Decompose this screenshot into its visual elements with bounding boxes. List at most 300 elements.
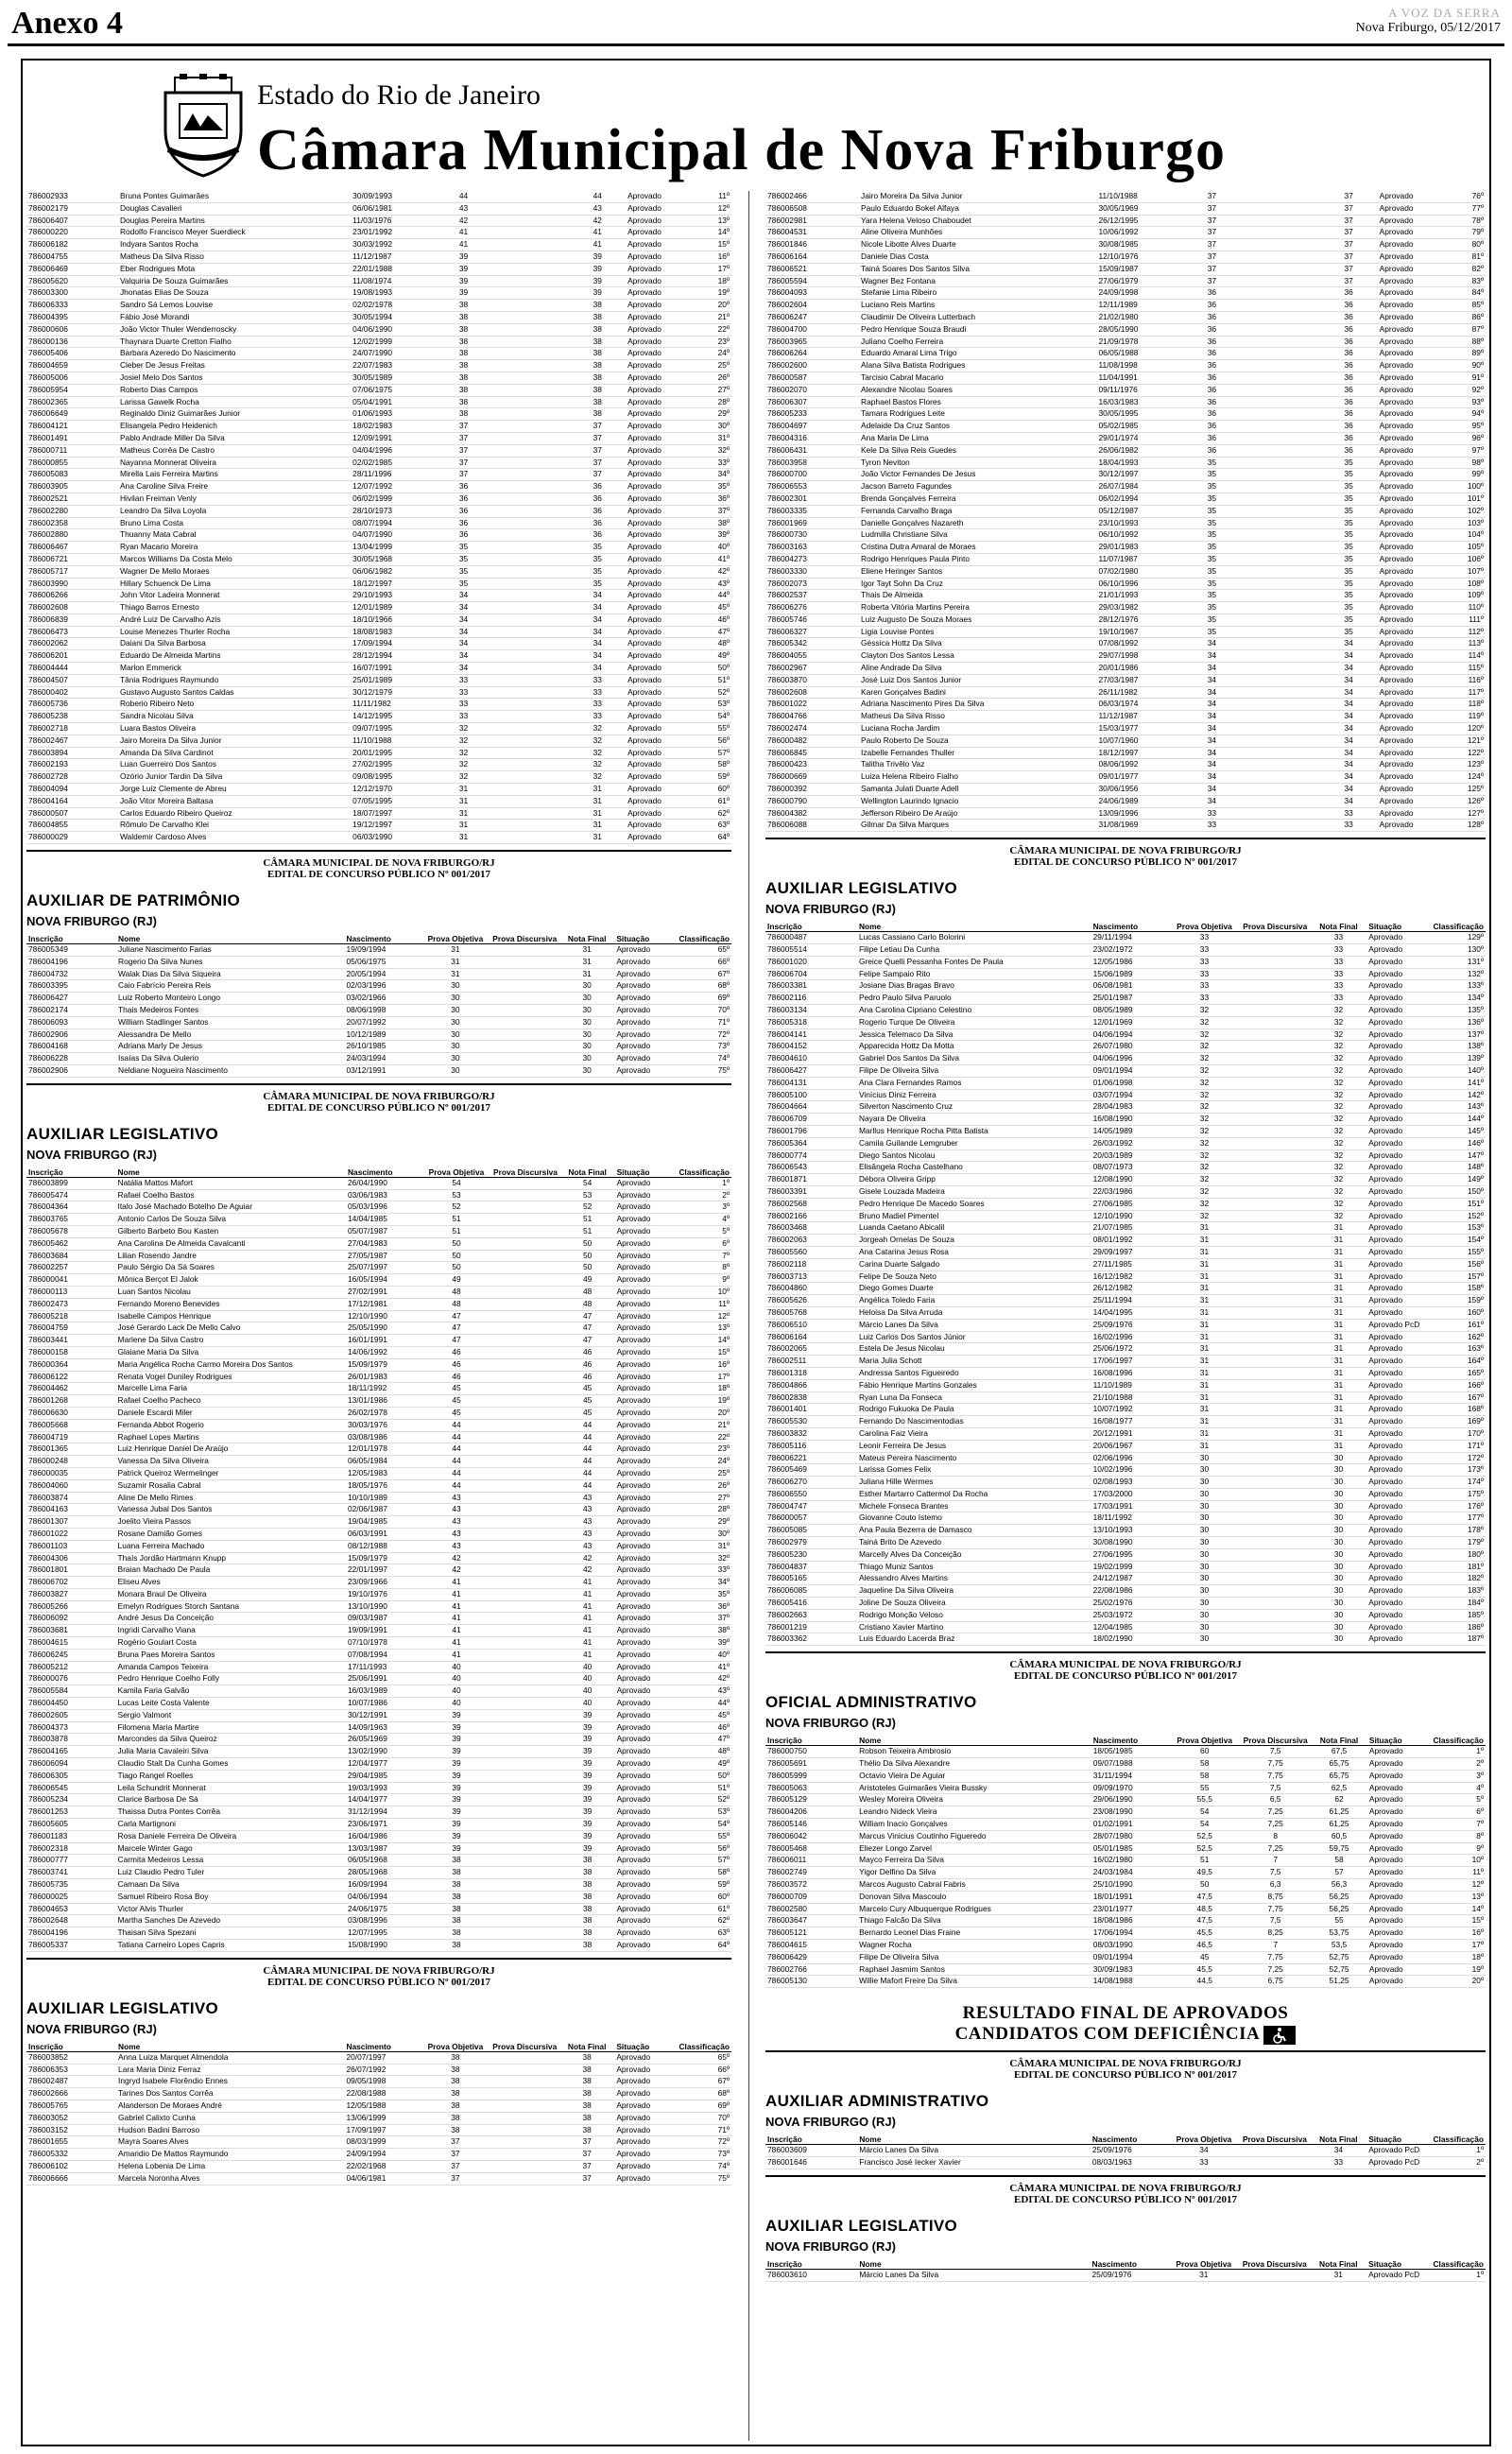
table-cell: 26/12/1995 — [1097, 215, 1177, 227]
table-row — [26, 275, 731, 287]
table-cell: 34 — [1176, 686, 1247, 699]
table-cell: Aprovado — [1378, 396, 1443, 408]
table-cell: 06/02/1999 — [351, 493, 428, 505]
table-cell: 786005416 — [765, 1598, 857, 1610]
table-cell: 23/01/1977 — [1091, 1903, 1170, 1915]
table-cell: Ludmilla Christiane Silva — [859, 529, 1096, 542]
table-cell: Juliane Nascimento Farias — [116, 944, 344, 957]
table-cell: Aprovado — [614, 1005, 677, 1017]
table-cell: Wellington Laurindo Ignacio — [859, 795, 1096, 807]
table-row — [765, 1343, 1486, 1356]
table-cell: Aprovado — [615, 1407, 678, 1419]
table-cell: 786004615 — [765, 1940, 857, 1952]
table-cell: 786003832 — [765, 1427, 857, 1440]
table-cell: Aprovado — [1366, 1633, 1431, 1646]
table-cell: 43 — [428, 202, 499, 215]
table-cell: 34º — [689, 469, 731, 481]
table-cell: 50 — [560, 1237, 615, 1250]
table-cell: 786004395 — [26, 311, 118, 323]
table-cell: 41 — [422, 1600, 491, 1613]
table-cell: Julia Maria Cavaleiri Silva — [116, 1746, 346, 1758]
table-cell: 28/07/1980 — [1091, 1830, 1170, 1842]
table-row — [26, 1721, 731, 1734]
table-cell: 35 — [1176, 493, 1247, 505]
table-cell: Alessandra De Mello — [116, 1028, 344, 1041]
column-header: Prova Objetiva — [421, 2042, 490, 2052]
table-row — [765, 1548, 1486, 1561]
table-cell: Waldemir Cardoso Alves — [118, 832, 351, 844]
table-cell — [499, 396, 570, 408]
table-cell: 34 — [1176, 699, 1247, 711]
table-cell: 7 — [1240, 1855, 1311, 1867]
table-cell: Aprovado — [1366, 1548, 1431, 1561]
table-cell: Aprovado — [626, 432, 689, 444]
table-cell — [490, 2160, 560, 2172]
table-cell: 57 — [1311, 1867, 1367, 1879]
table-cell: Vanessa Da Silva Oliveira — [116, 1456, 346, 1468]
table-cell: 56,3 — [1311, 1879, 1367, 1892]
table-cell — [490, 944, 560, 957]
table-cell: Matheus Corrêa De Castro — [118, 444, 351, 457]
table-cell: Aprovado — [1378, 723, 1443, 735]
table-cell: 35 — [1176, 481, 1247, 493]
table-cell: 786005999 — [765, 1770, 857, 1782]
table-row — [26, 1383, 731, 1395]
column-header: Nota Final — [559, 934, 614, 944]
table-row — [26, 1673, 731, 1685]
table-row — [26, 980, 731, 993]
table-cell: Aprovado — [1367, 1963, 1432, 1976]
table-cell: 786003965 — [765, 336, 859, 348]
table-cell — [1248, 287, 1320, 300]
table-cell: 35 — [1320, 614, 1378, 626]
table-cell: 786006164 — [765, 251, 859, 263]
table-row — [765, 493, 1486, 505]
table-row — [765, 565, 1486, 578]
table-cell: Marcela Noronha Alves — [116, 2172, 344, 2185]
table-cell: 38 — [421, 2076, 490, 2088]
table-cell: Marcus Vinicius Coutinho Figueredo — [857, 1830, 1091, 1842]
table-cell: 17º — [689, 263, 731, 275]
table-cell: 31 — [428, 784, 499, 796]
table-cell: 786005735 — [26, 1879, 116, 1892]
table-cell: William Stadlinger Santos — [116, 1016, 344, 1028]
table-cell: Thiago Muniz Santos — [857, 1561, 1091, 1573]
table-cell: Kamila Faria Galvão — [116, 1685, 346, 1698]
table-cell: 16/02/1980 — [1091, 1855, 1170, 1867]
table-row — [26, 1709, 731, 1721]
table-cell — [490, 1492, 559, 1504]
table-row — [26, 215, 731, 227]
table-cell: 786004196 — [26, 956, 116, 968]
table-cell — [490, 1005, 560, 1017]
table-cell — [490, 1431, 559, 1443]
table-cell: Aprovado — [1366, 1537, 1431, 1549]
table-cell — [1248, 553, 1320, 565]
table-cell — [1240, 1512, 1311, 1525]
table-row — [765, 1028, 1486, 1041]
table-cell: 58º — [689, 759, 731, 771]
table-cell: Aprovado — [615, 1855, 678, 1867]
table-cell: Luan Santos Nicolau — [116, 1286, 346, 1298]
table-cell: 786002118 — [765, 1258, 857, 1270]
table-cell: 39 — [560, 1746, 615, 1758]
table-cell — [499, 215, 570, 227]
table-cell: Carlos Eduardo Ribeiro Queiroz — [118, 807, 351, 820]
table-cell: Aprovado — [626, 300, 689, 312]
table-cell — [1240, 1548, 1311, 1561]
table-cell: 17/09/1994 — [351, 638, 428, 650]
table-cell: Aprovado — [615, 1746, 678, 1758]
table-cell: 51º — [677, 1782, 731, 1794]
table-cell: 09/11/1976 — [1097, 384, 1177, 396]
table-cell: 52,75 — [1311, 1951, 1367, 1963]
table-cell: Aprovado — [1366, 1452, 1431, 1464]
table-cell: 32 — [1311, 1101, 1366, 1114]
table-cell: 786006201 — [26, 650, 118, 663]
table-cell: 786004766 — [765, 711, 859, 723]
table-cell: 9º — [677, 1274, 731, 1287]
table-row — [765, 1794, 1486, 1806]
section-title: OFICIAL ADMINISTRATIVO — [765, 1693, 977, 1712]
table-cell: 31 — [1169, 1295, 1240, 1307]
table-cell: 786002608 — [765, 686, 859, 699]
table-cell: 36 — [569, 493, 626, 505]
table-cell: Cleber De Jesus Freitas — [118, 360, 351, 372]
table-cell: 37 — [1176, 239, 1247, 251]
table-cell: 17/12/1981 — [346, 1298, 422, 1310]
table-cell: 37 — [1176, 215, 1247, 227]
results-table — [765, 922, 1486, 1646]
table-cell: 21/10/1988 — [1091, 1391, 1170, 1404]
table-cell: Leandro Da Silva Loyola — [118, 505, 351, 517]
table-cell: 13/01/1986 — [346, 1395, 422, 1408]
table-cell: 45 — [1169, 1951, 1240, 1963]
table-cell: 50 — [422, 1250, 491, 1262]
table-cell: 26/04/1990 — [346, 1177, 422, 1189]
table-cell: Eduardo De Almeida Martins — [118, 650, 351, 663]
table-cell — [1248, 626, 1320, 638]
table-cell: Antonio Carlos De Souza Silva — [116, 1214, 346, 1226]
table-cell: 23/09/1966 — [346, 1577, 422, 1589]
table-cell: 786003852 — [26, 2051, 116, 2064]
table-cell: 15/09/1987 — [1097, 263, 1177, 275]
table-header-row — [26, 1167, 731, 1178]
table-cell: 39º — [677, 1637, 731, 1650]
table-cell — [499, 771, 570, 784]
table-cell: 786006093 — [26, 1016, 116, 1028]
table-cell: 33 — [1176, 820, 1247, 832]
table-cell: 02/02/1978 — [351, 300, 428, 312]
table-cell: 31 — [1169, 1440, 1240, 1452]
table-cell: 24/06/1989 — [1097, 795, 1177, 807]
table-cell: 786006508 — [765, 202, 859, 215]
table-cell: 126º — [1442, 795, 1486, 807]
table-cell: Aprovado — [615, 1661, 678, 1673]
table-row — [26, 699, 731, 711]
table-cell: 34 — [1320, 663, 1378, 675]
table-cell: 03/06/1983 — [346, 1189, 422, 1201]
table-cell: 49 — [422, 1274, 491, 1287]
table-cell: 30 — [421, 1005, 490, 1017]
table-cell: 786006839 — [26, 614, 118, 626]
table-cell: 44 — [560, 1419, 615, 1431]
table-cell: 34 — [1176, 759, 1247, 771]
table-cell: 786004860 — [765, 1283, 857, 1295]
table-cell — [499, 820, 570, 832]
table-cell: 28/04/1983 — [1091, 1101, 1170, 1114]
table-cell: 52º — [689, 686, 731, 699]
table-row — [765, 944, 1486, 957]
table-cell: 25/07/1997 — [346, 1262, 422, 1274]
table-cell: Wagner De Mello Moraes — [118, 565, 351, 578]
table-row — [26, 1903, 731, 1915]
table-cell: 41 — [560, 1577, 615, 1589]
table-cell: 34 — [1176, 795, 1247, 807]
table-cell: 786006630 — [26, 1407, 116, 1419]
table-cell: 112º — [1442, 626, 1486, 638]
table-cell: Amaridio De Mattos Raymundo — [116, 2149, 344, 2161]
table-cell: 786003741 — [26, 1867, 116, 1879]
table-cell: 12º — [677, 1310, 731, 1322]
table-cell: 37 — [1176, 263, 1247, 275]
table-cell: 38 — [422, 1855, 491, 1867]
table-cell: 152º — [1431, 1210, 1486, 1222]
table-cell: Clayton Dos Santos Lessa — [859, 650, 1096, 663]
table-cell: Adelaide Da Cruz Santos — [859, 421, 1096, 433]
table-row — [765, 227, 1486, 239]
table-row — [26, 1395, 731, 1408]
table-cell: Aprovado — [614, 1053, 677, 1065]
section-title: AUXILIAR LEGISLATIVO — [765, 2216, 958, 2235]
table-cell: 6,75 — [1240, 1976, 1311, 1988]
table-row — [765, 311, 1486, 323]
table-cell: 33 — [428, 711, 499, 723]
table-cell: 31 — [1311, 1295, 1366, 1307]
table-cell: 35 — [428, 578, 499, 590]
table-cell: 12/07/1992 — [351, 481, 428, 493]
table-cell: 36 — [428, 493, 499, 505]
table-cell: 51 — [560, 1214, 615, 1226]
table-cell: 6,3 — [1240, 1879, 1311, 1892]
table-cell: Aprovado — [626, 686, 689, 699]
table-cell: Indyara Santos Rocha — [118, 239, 351, 251]
table-cell: 786002065 — [765, 1343, 857, 1356]
table-cell: 54 — [1169, 1819, 1240, 1831]
column-header: Prova Objetiva — [421, 934, 490, 944]
table-cell: 38 — [569, 311, 626, 323]
table-cell: 154º — [1431, 1235, 1486, 1247]
table-cell: 786002474 — [765, 723, 859, 735]
table-cell: 786000669 — [765, 771, 859, 784]
table-cell: Aprovado — [615, 1214, 678, 1226]
table-row — [765, 1065, 1486, 1078]
table-cell: Luiz Henrique Daniel De Araújo — [116, 1443, 346, 1456]
table-cell: Aprovado — [1378, 663, 1443, 675]
table-row — [26, 1504, 731, 1516]
table-cell — [1248, 674, 1320, 686]
table-row — [765, 239, 1486, 251]
table-cell: 786005406 — [26, 348, 118, 360]
table-cell — [1240, 956, 1311, 968]
table-cell: 46 — [422, 1346, 491, 1358]
table-cell: 16/08/1996 — [1091, 1367, 1170, 1379]
table-cell — [490, 1237, 559, 1250]
table-cell — [1240, 1609, 1311, 1621]
table-row — [26, 1456, 731, 1468]
table-cell: Aprovado — [1378, 191, 1443, 202]
table-row — [26, 1855, 731, 1867]
table-cell: Aprovado — [615, 1577, 678, 1589]
table-cell: 25/09/1976 — [1091, 2145, 1169, 2157]
table-cell: 6º — [1431, 1806, 1486, 1819]
table-cell: 32 — [1169, 1065, 1240, 1078]
table-cell: 36 — [569, 517, 626, 529]
table-cell: 786002906 — [26, 1028, 116, 1041]
table-cell: 786006469 — [26, 263, 118, 275]
table-cell: 06/02/1994 — [1097, 493, 1177, 505]
table-cell: 786005468 — [765, 1842, 857, 1855]
table-cell: 38 — [569, 372, 626, 384]
table-cell: 24/07/1990 — [351, 348, 428, 360]
table-cell: 12/01/1989 — [351, 602, 428, 614]
table-cell: Débora Oliveira Gripp — [857, 1174, 1091, 1186]
section-legislativo-cont-1 — [26, 191, 731, 844]
table-cell: 786002473 — [26, 1298, 116, 1310]
table-cell: 38 — [559, 2112, 614, 2124]
table-cell: 786001268 — [26, 1395, 116, 1408]
table-cell: Mayra Soares Alves — [116, 2136, 344, 2149]
table-cell: 59,75 — [1311, 1842, 1367, 1855]
table-cell: 39 — [560, 1819, 615, 1831]
table-cell: 786005765 — [26, 2100, 116, 2112]
table-cell: 33 — [1169, 944, 1240, 957]
table-row — [26, 1879, 731, 1892]
table-cell: 29/06/1990 — [1091, 1794, 1170, 1806]
table-cell: Aprovado — [615, 1927, 678, 1940]
table-row — [765, 1270, 1486, 1283]
table-cell: 30 — [1311, 1621, 1366, 1633]
table-cell: 786004316 — [765, 432, 859, 444]
table-cell: Aprovado — [1378, 336, 1443, 348]
table-cell — [1248, 432, 1320, 444]
table-cell: Ingryd Isabele Florêndio Ennes — [116, 2076, 344, 2088]
table-cell: 50 — [1169, 1879, 1240, 1892]
table-cell: 786006427 — [765, 1065, 857, 1078]
table-cell: 137º — [1431, 1028, 1486, 1041]
results-table — [26, 191, 731, 844]
table-cell: 39 — [560, 1721, 615, 1734]
table-cell: 38 — [560, 1915, 615, 1927]
table-cell: 37 — [1176, 251, 1247, 263]
table-cell — [1239, 2156, 1310, 2169]
table-cell: Hudson Badini Barroso — [116, 2124, 344, 2136]
table-cell: Tamara Rodrigues Leite — [859, 408, 1096, 421]
table-cell: 786006721 — [26, 553, 118, 565]
table-cell: Carina Duarte Salgado — [857, 1258, 1091, 1270]
table-cell: José Gerardo Lack De Mello Calvo — [116, 1322, 346, 1335]
table-cell: 786005121 — [765, 1927, 857, 1940]
table-row — [765, 2145, 1486, 2157]
table-row — [765, 1174, 1486, 1186]
table-cell: 44 — [422, 1431, 491, 1443]
table-row — [26, 1842, 731, 1855]
table-cell: 26/05/1969 — [346, 1734, 422, 1746]
table-cell: 59º — [689, 771, 731, 784]
table-cell: 36 — [1320, 396, 1378, 408]
table-cell: Aprovado — [626, 457, 689, 469]
table-cell: Ingridi Carvalho Viana — [116, 1625, 346, 1637]
table-row — [26, 1346, 731, 1358]
table-cell: 28/10/1973 — [351, 505, 428, 517]
table-cell: 34 — [1176, 723, 1247, 735]
table-cell: Angélica Toledo Faria — [857, 1295, 1091, 1307]
table-cell: 786006427 — [26, 993, 116, 1005]
table-cell: 11/08/1974 — [351, 275, 428, 287]
column-header: Classificação — [677, 934, 731, 944]
table-cell: 32 — [1311, 1125, 1366, 1137]
table-cell: 30 — [1169, 1633, 1240, 1646]
table-cell: 41 — [560, 1649, 615, 1661]
table-row — [765, 1758, 1486, 1771]
table-row — [765, 1258, 1486, 1270]
edital-banner — [765, 2175, 1486, 2205]
table-row — [765, 1198, 1486, 1210]
table-cell: 32 — [1311, 1089, 1366, 1101]
table-cell: 184º — [1431, 1598, 1486, 1610]
table-cell: 10º — [1431, 1855, 1486, 1867]
table-cell: 786000709 — [765, 1891, 857, 1903]
table-cell: 41 — [422, 1649, 491, 1661]
table-cell: 31 — [428, 807, 499, 820]
table-header-row — [765, 2259, 1486, 2270]
table-cell: 44 — [560, 1479, 615, 1492]
table-cell: 37 — [421, 2149, 490, 2161]
table-cell: Gabriel Calixto Cunha — [116, 2112, 344, 2124]
table-cell: 786000777 — [26, 1855, 116, 1867]
table-cell: 786003391 — [765, 1185, 857, 1198]
table-cell: 786001491 — [26, 432, 118, 444]
table-cell: 30 — [1169, 1452, 1240, 1464]
table-header-row — [26, 934, 731, 944]
table-cell: Neldiane Nogueira Nascimento — [116, 1065, 344, 1078]
table-cell: 104º — [1442, 529, 1486, 542]
table-cell: Aprovado — [614, 956, 677, 968]
section-auxiliar-administrativo-pcd — [765, 2050, 1486, 2169]
table-cell: 36 — [1320, 323, 1378, 336]
table-cell: 30/03/1992 — [351, 239, 428, 251]
table-cell: 32 — [1169, 1005, 1240, 1017]
table-row — [765, 1477, 1486, 1489]
table-cell: 102º — [1442, 505, 1486, 517]
table-cell: 34 — [1176, 711, 1247, 723]
table-cell: 82º — [1442, 263, 1486, 275]
table-cell: 36 — [1320, 421, 1378, 433]
table-cell: 06/10/1992 — [1097, 529, 1177, 542]
table-cell: Braian Machado De Paula — [116, 1564, 346, 1577]
table-cell: 51 — [560, 1225, 615, 1237]
table-cell: 27/04/1983 — [346, 1237, 422, 1250]
table-cell: 35 — [1320, 505, 1378, 517]
table-cell — [499, 275, 570, 287]
table-cell: Aprovado — [1366, 1149, 1431, 1162]
table-cell: 63º — [677, 1927, 731, 1940]
table-cell: Aprovado — [1366, 1162, 1431, 1174]
section-auxiliar-patrimonio — [26, 850, 731, 1078]
table-cell: 30 — [421, 1053, 490, 1065]
table-cell: 179º — [1431, 1537, 1486, 1549]
table-cell: Aprovado — [615, 1262, 678, 1274]
